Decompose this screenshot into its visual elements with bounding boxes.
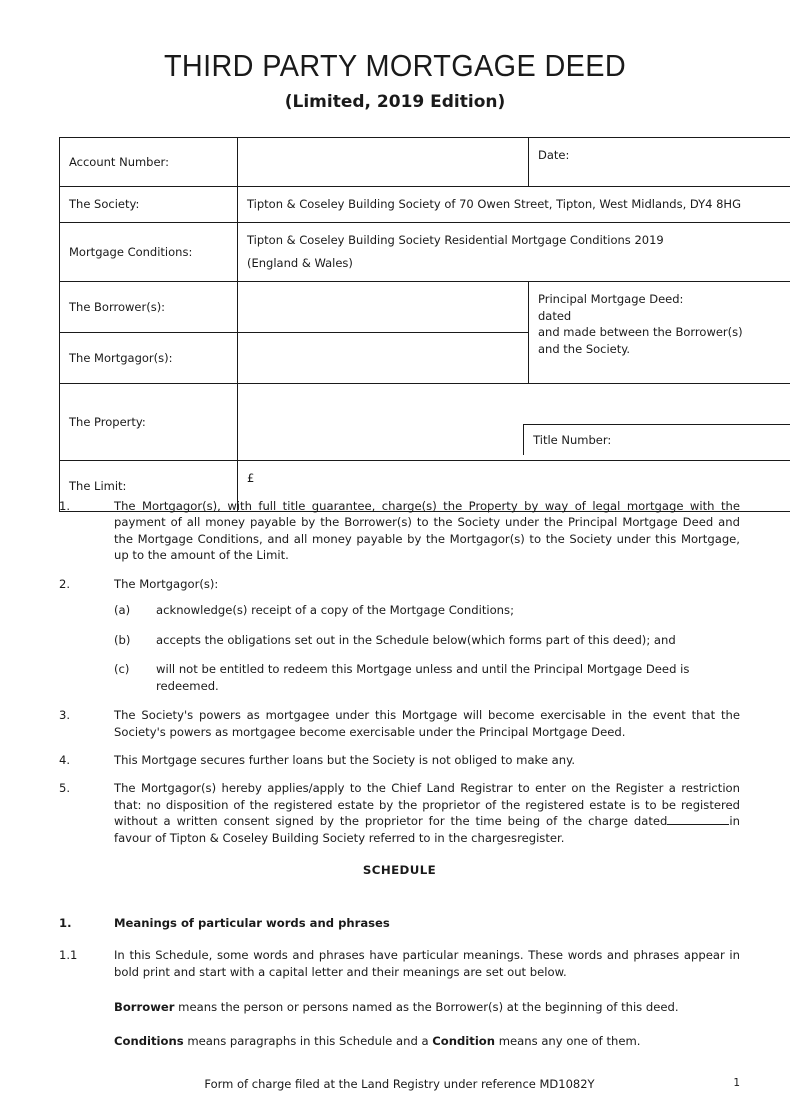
schedule-clause-1-1-number: 1.1 (59, 948, 78, 963)
definition-condition-term: Condition (432, 1033, 496, 1048)
schedule-clause-1-number: 1. (59, 916, 72, 930)
mortgage-conditions-line-1: Tipton & Coseley Building Society Residential Mortgage Conditions 2019 (247, 232, 664, 247)
schedule-clause-1 (59, 915, 740, 931)
clause-4 (59, 752, 740, 768)
limit-value[interactable]: £ (238, 461, 790, 512)
clause-1-text: The Mortgagor(s), with full title guarantee, charge(s) the Property by way of legal mortgage with the payment of all money payable by the Borrower(s) to the Society under the Principal Mortgage Deed and the Mortgage Conditions, and all money payable by the Mortgagor(s) to the Society under this Mortgage, up to the amount of the Limit. (114, 499, 740, 563)
society-label: The Society: (60, 187, 238, 223)
property-subtable (238, 384, 790, 455)
definition-conditions-mid: means paragraphs in this Schedule and a (183, 1033, 433, 1048)
clause-5-text (114, 780, 740, 846)
mortgage-conditions-label: Mortgage Conditions: (60, 222, 238, 281)
property-value-row (238, 384, 790, 424)
clause-3-number: 3. (59, 708, 71, 723)
subclause-b-number: (b) (114, 632, 131, 647)
definition-borrower (59, 999, 740, 1015)
property-spacer (524, 384, 790, 424)
clause-5-text-after: in favour of Tipton & Coseley Building Society referred to in the chargesregister. (114, 814, 740, 845)
clause-3-text: The Society's powers as mortgagee under this Mortgage will become exercisable in the event that the Society's powers as mortgagee become exercisable under the Principal Mortgage Deed. (114, 708, 740, 739)
property-label: The Property: (60, 384, 238, 461)
schedule-clause-1-title: Meanings of particular words and phrases (114, 916, 390, 930)
mortgagor-value[interactable] (238, 333, 529, 384)
subclause-a (59, 602, 740, 618)
property-value-lower[interactable] (238, 424, 524, 455)
clause-2-number: 2. (59, 576, 71, 591)
clause-2 (59, 576, 740, 592)
title-block (0, 0, 790, 112)
definition-conditions-end: means any one of them. (495, 1033, 641, 1048)
society-value: Tipton & Coseley Building Society of 70 Owen Street, Tipton, West Midlands, DY4 8HG (238, 187, 790, 223)
subclause-a-text: acknowledge(s) receipt of a copy of the Mortgage Conditions; (156, 603, 514, 618)
schedule-section (59, 915, 740, 1062)
clause-4-number: 4. (59, 752, 71, 767)
schedule-heading: SCHEDULE (362, 863, 437, 878)
account-number-value[interactable] (238, 138, 529, 187)
table-row-mortgage-conditions (60, 222, 790, 281)
principal-deed-line-1: Principal Mortgage Deed: (538, 292, 684, 307)
borrower-label: The Borrower(s): (60, 282, 238, 333)
title-number-row (238, 424, 790, 455)
table-row-borrower (60, 282, 790, 333)
clause-1-number: 1. (59, 499, 71, 513)
principal-deed-line-4: and the Society. (538, 342, 631, 357)
principal-deed-line-2: dated (538, 308, 572, 323)
clause-2-sublist (59, 602, 740, 694)
mortgagor-label: The Mortgagor(s): (60, 333, 238, 384)
table-row-property (60, 384, 790, 461)
definition-borrower-text: means the person or persons named as the Borrower(s) at the beginning of this deed. (174, 1000, 679, 1015)
deed-details-table (59, 137, 790, 512)
clause-5-text-before: The Mortgagor(s) hereby applies/apply to the Chief Land Registrar to enter on the Register a restriction that: no disposition of the registered estate by the proprietor of the registered estate is to be registered without a written consent signed by the proprietor for the time being of the charge dated (114, 781, 740, 829)
property-cell (238, 384, 790, 461)
mortgage-conditions-value (238, 222, 790, 281)
account-number-label: Account Number: (60, 138, 238, 187)
clause-body (59, 498, 740, 889)
property-value[interactable] (238, 384, 524, 424)
clause-5-blank-field[interactable] (667, 824, 729, 825)
clause-1 (59, 498, 740, 564)
table-row-society (60, 187, 790, 223)
subclause-b (59, 632, 740, 648)
limit-label: The Limit: (60, 461, 238, 512)
schedule-clause-1-1 (59, 947, 740, 980)
clause-2-text: The Mortgagor(s): (114, 576, 219, 591)
schedule-clause-1-1-text: In this Schedule, some words and phrases have particular meanings. These words and phrases appear in bold print and start with a capital letter and their meanings are set out below. (114, 948, 740, 979)
page-footer (59, 1077, 740, 1091)
footer-text: Form of charge filed at the Land Registry under reference MD1082Y (204, 1077, 595, 1091)
mortgage-conditions-line-2: (England & Wales) (247, 256, 353, 271)
clause-3 (59, 707, 740, 740)
subclause-a-number: (a) (114, 603, 131, 618)
principal-mortgage-deed-cell (529, 282, 790, 384)
footer-page-number: 1 (733, 1077, 740, 1089)
clause-5 (59, 780, 740, 846)
subclause-c (59, 661, 740, 694)
definition-borrower-term: Borrower (114, 1000, 175, 1015)
subclause-c-text: will not be entitled to redeem this Mortgage unless and until the Principal Mortgage Deed is redeemed. (156, 662, 690, 693)
clause-5-number: 5. (59, 781, 71, 796)
page-title: THIRD PARTY MORTGAGE DEED (163, 48, 627, 83)
definition-conditions (59, 1033, 740, 1049)
title-number-label: Title Number: (524, 424, 790, 455)
definition-conditions-term: Conditions (114, 1033, 184, 1048)
principal-deed-line-3: and made between the Borrower(s) (538, 325, 743, 340)
subclause-b-text: accepts the obligations set out in the Schedule below(which forms part of this deed); and (156, 632, 676, 647)
date-label: Date: (529, 138, 790, 187)
clause-4-text: This Mortgage secures further loans but the Society is not obliged to make any. (114, 752, 576, 767)
page-subtitle: (Limited, 2019 Edition) (284, 91, 506, 112)
borrower-value[interactable] (238, 282, 529, 333)
table-row-account-number (60, 138, 790, 187)
subclause-c-number: (c) (114, 662, 130, 677)
